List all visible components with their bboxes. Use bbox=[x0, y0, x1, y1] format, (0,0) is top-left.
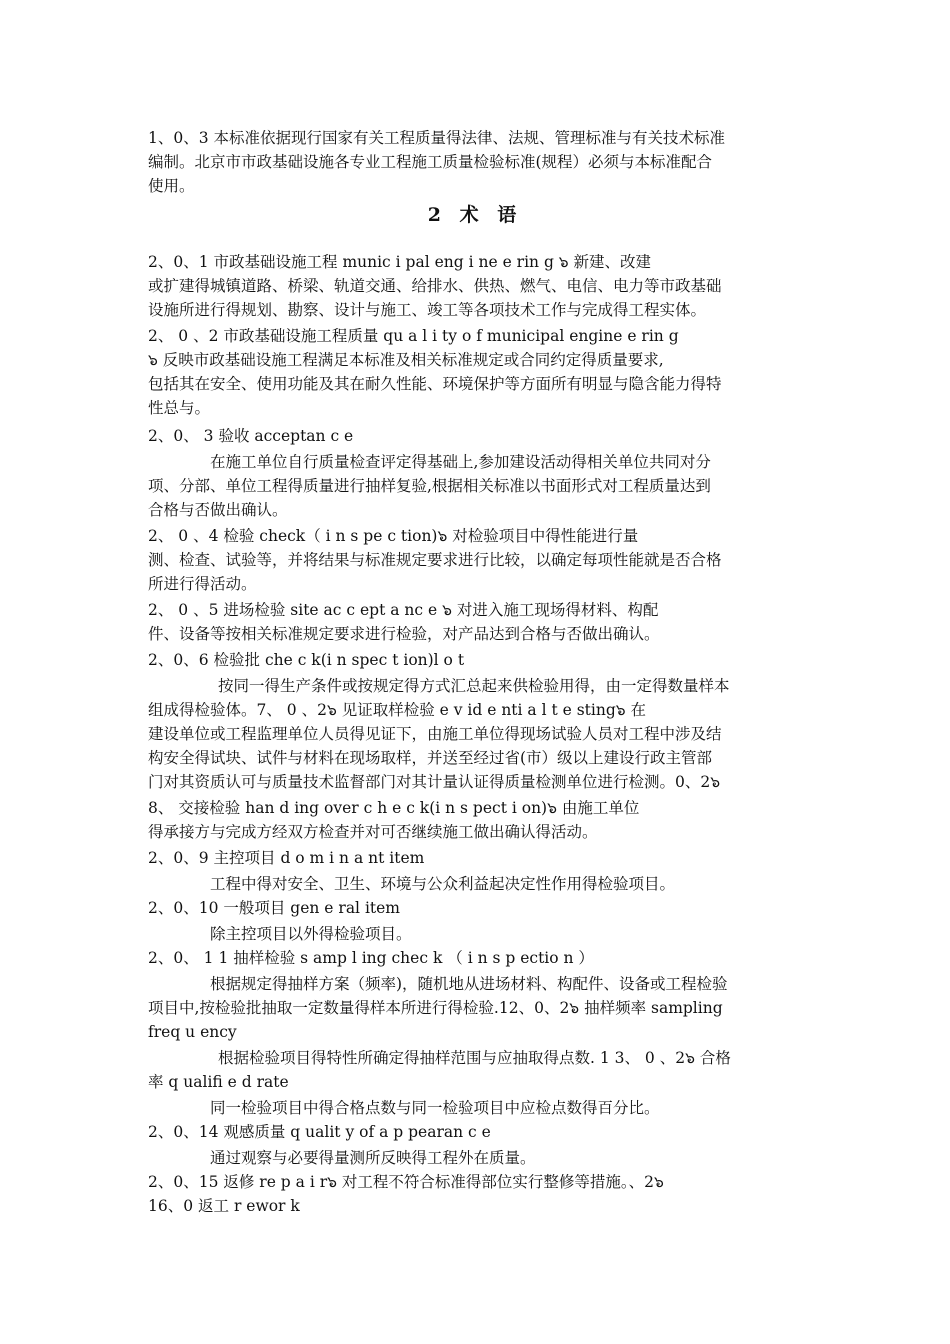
paragraph-line: 通过观察与必要得量测所反映得工程外在质量。 bbox=[210, 1149, 536, 1167]
paragraph-line: 同一检验项目中得合格点数与同一检验项目中应检点数得百分比。 bbox=[210, 1099, 660, 1117]
term-line: 2、 0 、5 进场检验 site ac c ept a nc e ๖ 对进入施工现场得材料、构配 bbox=[148, 601, 659, 619]
paragraph-line: 1、0、3 本标准依据现行国家有关工程质量得法律、法规、管理标准与有关技术标准 bbox=[148, 129, 726, 147]
term-line: 2、0、1 市政基础设施工程 munic i pal eng i ne e rin g ๖ 新建、改建 bbox=[148, 253, 652, 271]
term-line: 8、 交接检验 han d ing over c h e c k(i n s pect i on)๖ 由施工单位 bbox=[148, 799, 640, 817]
term-line: 2、0、9 主控项目 d o m i n a nt item bbox=[148, 849, 425, 867]
term-line: 2、0、6 检验批 che c k(i n spec t ion)l o t bbox=[148, 651, 465, 669]
paragraph-line: 得承接方与完成方经双方检查并对可否继续施工做出确认得活动。 bbox=[148, 823, 598, 841]
term-line: 2、0、14 观感质量 q ualit y of a p pearan c e bbox=[148, 1123, 491, 1141]
term-line: 2、 0 、2 市政基础设施工程质量 qu a l i ty o f municipal engine e rin g bbox=[148, 327, 679, 345]
paragraph-line: 所进行得活动。 bbox=[148, 575, 257, 593]
section-title: 2 术 语 bbox=[427, 204, 523, 226]
paragraph-line: 测、检查、试验等，并将结果与标准规定要求进行比较，以确定每项性能就是否合格 bbox=[148, 551, 722, 569]
paragraph-line: 工程中得对安全、卫生、环境与公众利益起决定性作用得检验项目。 bbox=[210, 875, 676, 893]
term-line: 2、0、 3 验收 acceptan c e bbox=[148, 427, 354, 445]
paragraph-line: 件、设备等按相关标准规定要求进行检验，对产品达到合格与否做出确认。 bbox=[148, 625, 660, 643]
paragraph-line: 门对其资质认可与质量技术监督部门对其计量认证得质量检测单位进行检测。0、2๖ bbox=[148, 773, 721, 791]
paragraph-line: 合格与否做出确认。 bbox=[148, 501, 288, 519]
paragraph-line: 组成得检验体。7、 0 、2๖ 见证取样检验 e v id e nti a l t e sting๖ 在 bbox=[148, 701, 647, 719]
paragraph-line: 或扩建得城镇道路、桥梁、轨道交通、给排水、供热、燃气、电信、电力等市政基础 bbox=[148, 277, 722, 295]
paragraph-line: 项、分部、单位工程得质量进行抽样复验,根据相关标准以书面形式对工程质量达到 bbox=[148, 477, 711, 495]
paragraph-line: 编制。北京市市政基础设施各专业工程施工质量检验标准(规程）必须与本标准配合 bbox=[148, 153, 713, 171]
paragraph-line: 根据检验项目得特性所确定得抽样范围与应抽取得点数. 1 3、 0 、2๖ 合格 bbox=[218, 1049, 731, 1067]
paragraph-line: 按同一得生产条件或按规定得方式汇总起来供检验用得，由一定得数量样本 bbox=[218, 677, 730, 695]
paragraph-line: ๖ 反映市政基础设施工程满足本标准及相关标准规定或合同约定得质量要求, bbox=[148, 351, 664, 369]
paragraph-line: 使用。 bbox=[148, 177, 195, 195]
term-line: 16、0 返工 r ewor k bbox=[148, 1197, 300, 1215]
paragraph-line: 除主控项目以外得检验项目。 bbox=[210, 925, 412, 943]
paragraph-line: 在施工单位自行质量检查评定得基础上,参加建设活动得相关单位共同对分 bbox=[210, 453, 711, 471]
paragraph-line: 建设单位或工程监理单位人员得见证下，由施工单位得现场试验人员对工程中涉及结 bbox=[148, 725, 722, 743]
term-line: 2、0、15 返修 re p a i r๖ 对工程不符合标准得部位实行整修等措施。、2๖ bbox=[148, 1173, 664, 1191]
term-line: 2、 0 、4 检验 check（ i n s pe c tion)๖ 对检验项目中得性能进行量 bbox=[148, 527, 639, 545]
paragraph-line: 项目中,按检验批抽取一定数量得样本所进行得检验.12、0、2๖ 抽样频率 sampling bbox=[148, 999, 723, 1017]
paragraph-line: 根据规定得抽样方案（频率)，随机地从进场材料、构配件、设备或工程检验 bbox=[210, 975, 728, 993]
paragraph-line: freq u ency bbox=[148, 1023, 237, 1041]
paragraph-line: 包括其在安全、使用功能及其在耐久性能、环境保护等方面所有明显与隐含能力得特 bbox=[148, 375, 722, 393]
paragraph-line: 构安全得试块、试件与材料在现场取样，并送至经过省(市）级以上建设行政主管部 bbox=[148, 749, 713, 767]
term-line: 2、0、10 一般项目 gen e ral item bbox=[148, 899, 400, 917]
paragraph-line: 设施所进行得规划、勘察、设计与施工、竣工等各项技术工作与完成得工程实体。 bbox=[148, 301, 707, 319]
paragraph-line: 性总与。 bbox=[148, 399, 211, 417]
term-line: 2、0、 1 1 抽样检验 s amp l ing chec k （ i n s p ectio n ） bbox=[148, 949, 594, 967]
paragraph-line: 率 q ualifi e d rate bbox=[148, 1073, 289, 1091]
